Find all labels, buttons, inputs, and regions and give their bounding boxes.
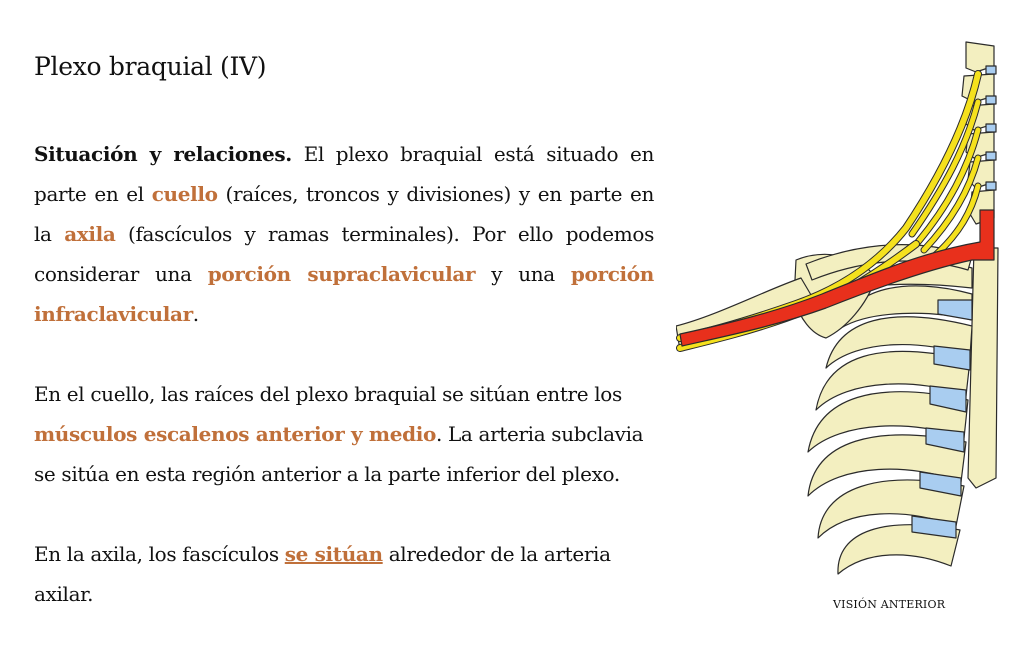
costal-cartilage	[938, 300, 972, 320]
highlight-musculos-escalenos: músculos escalenos anterior y medio	[34, 422, 436, 446]
highlight-porcion-supraclavicular: porción supraclavicular	[207, 262, 476, 286]
paragraph-cuello	[34, 374, 654, 494]
page-title: Plexo braquial (IV)	[34, 52, 267, 81]
highlight-porcion-infraclavicular: porción infraclavicular	[34, 262, 654, 326]
text: . La arteria subclavia se sitúa en esta región anterior a la parte inferior del plexo.	[34, 422, 644, 486]
highlight-cuello: cuello	[151, 182, 218, 206]
text: El plexo braquial está situado en parte en el	[34, 142, 654, 206]
highlight-axila: axila	[64, 222, 116, 246]
text: .	[192, 302, 199, 326]
text: alrededor de la arteria axilar.	[34, 542, 611, 606]
text: (fascículos y ramas terminales). Por ello podemos considerar una	[34, 222, 654, 286]
paragraph-axila	[34, 534, 654, 614]
text: En la axila, los fascículos	[34, 542, 285, 566]
link-se-situan[interactable]: se sitúan	[284, 542, 383, 566]
figure-caption: VISIÓN ANTERIOR	[833, 598, 946, 611]
paragraph-situacion	[34, 134, 654, 334]
text: En el cuello, las raíces del plexo braquial se sitúan entre los	[34, 382, 622, 406]
paragraph-lead: Situación y relaciones.	[34, 142, 292, 166]
brachial-plexus-illustration	[676, 38, 1006, 598]
text: y una	[475, 262, 571, 286]
text: (raíces, troncos y divisiones) y en parte en la	[34, 182, 654, 246]
